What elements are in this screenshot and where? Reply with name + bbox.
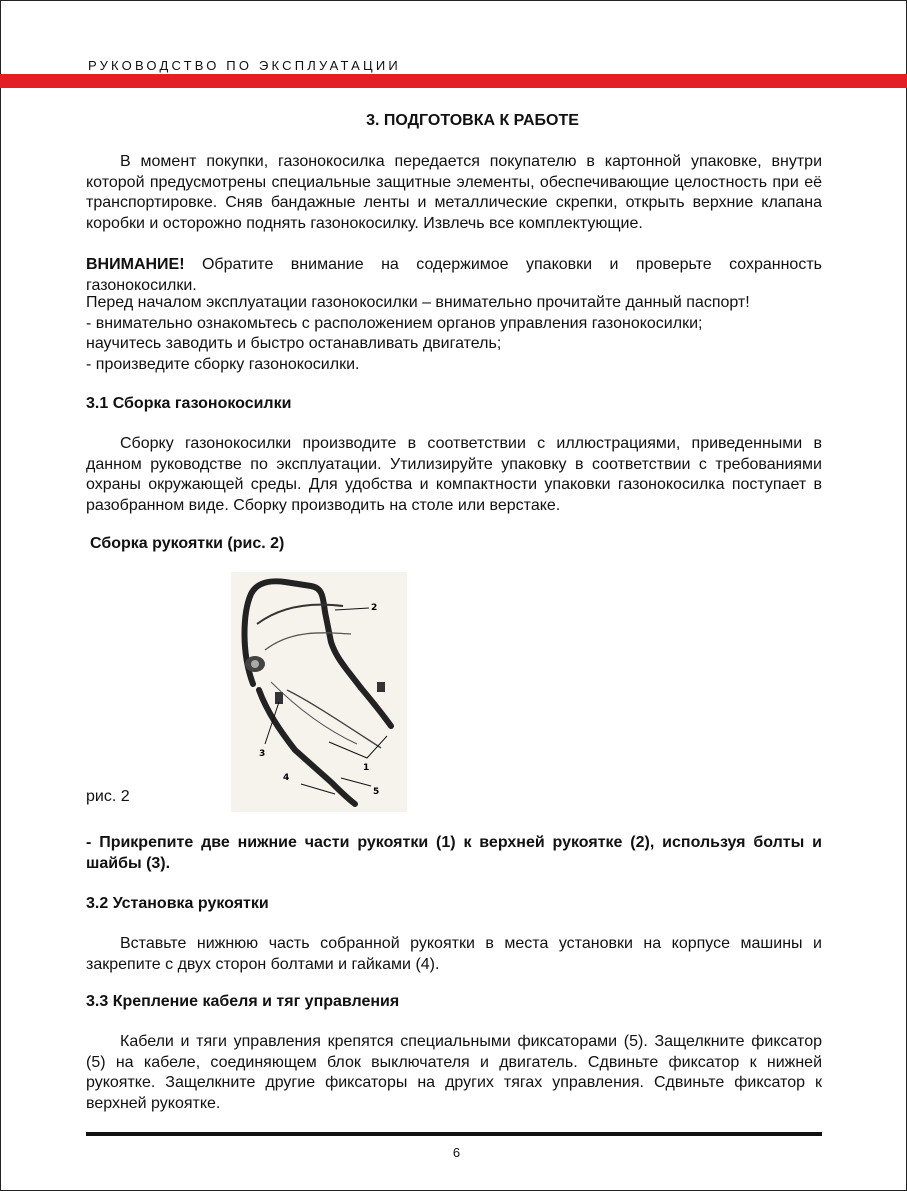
warning-paragraph bbox=[86, 255, 822, 296]
assembly-paragraph: Сборку газонокосилки производите в соответствии с иллюстрациями, приведенными в данном руководстве по эксплуатации. Утилизируйте упаковку в соответствии с требованиями охраны окружающей среды. Для удобства и компактности упаковки газонокосилка поступает в разобранном виде. Сборку производить на столе или верстаке. bbox=[86, 435, 822, 514]
footer-rule bbox=[86, 1132, 822, 1136]
figure-label-1: 1 bbox=[363, 763, 370, 773]
figure-label-3: 3 bbox=[259, 749, 266, 759]
instruction-line-4: - произведите сборку газонокосилки. bbox=[86, 356, 360, 373]
figure-label-4: 4 bbox=[283, 773, 290, 783]
heading-3-2: 3.2 Установка рукоятки bbox=[86, 895, 269, 912]
figure-label-2: 2 bbox=[371, 603, 378, 613]
handle-diagram bbox=[231, 572, 407, 812]
section-title: 3. ПОДГОТОВКА К РАБОТЕ bbox=[366, 112, 579, 129]
warning-label: ВНИМАНИЕ! bbox=[86, 256, 185, 273]
handle-assembly-figure bbox=[231, 572, 407, 812]
handle-install-paragraph: Вставьте нижнюю часть собранной рукоятки в места установки на корпусе машины и закрепите с двух сторон болтами и гайками (4). bbox=[86, 935, 822, 973]
handle-instruction: - Прикрепите две нижние части рукоятки (1) к верхней рукоятке (2), используя болты и шайбы (3). bbox=[86, 834, 822, 872]
instruction-line-1: Перед началом эксплуатации газонокосилки – внимательно прочитайте данный паспорт! bbox=[86, 294, 750, 311]
instruction-line-3: научитесь заводить и быстро останавливать двигатель; bbox=[86, 335, 502, 352]
instruction-line-2: - внимательно ознакомьтесь с расположением органов управления газонокосилки; bbox=[86, 315, 703, 332]
header-accent-band bbox=[0, 74, 907, 88]
figure-label-5: 5 bbox=[373, 787, 380, 797]
running-header: РУКОВОДСТВО ПО ЭКСПЛУАТАЦИИ bbox=[88, 58, 401, 73]
heading-3-1: 3.1 Сборка газонокосилки bbox=[86, 395, 292, 412]
figure-caption: рис. 2 bbox=[86, 788, 130, 805]
cable-paragraph: Кабели и тяги управления крепятся специальными фиксаторами (5). Защелкните фиксатор (5) на кабеле, соединяющем блок выключателя и двигатель. Сдвиньте фиксатор к нижней рукоятке. Защелкните другие фиксаторы на других тягах управления. Сдвиньте фиксатор к верхней рукоятке. bbox=[86, 1033, 822, 1112]
warning-text: Обратите внимание на содержимое упаковки и проверьте сохранность газонокосилки. bbox=[86, 256, 822, 294]
handle-assembly-subheading: Сборка рукоятки (рис. 2) bbox=[90, 535, 285, 552]
page-number: 6 bbox=[452, 1145, 461, 1160]
heading-3-3: 3.3 Крепление кабеля и тяг управления bbox=[86, 993, 400, 1010]
intro-paragraph: В момент покупки, газонокосилка передается покупателю в картонной упаковке, внутри которой предусмотрены специальные защитные элементы, обеспечивающие целостность при её транспортировке. Сняв бандажные ленты и металлические скрепки, открыть верхние клапана коробки и осторожно поднять газонокосилку. Извлечь все комплектующие. bbox=[86, 153, 822, 232]
